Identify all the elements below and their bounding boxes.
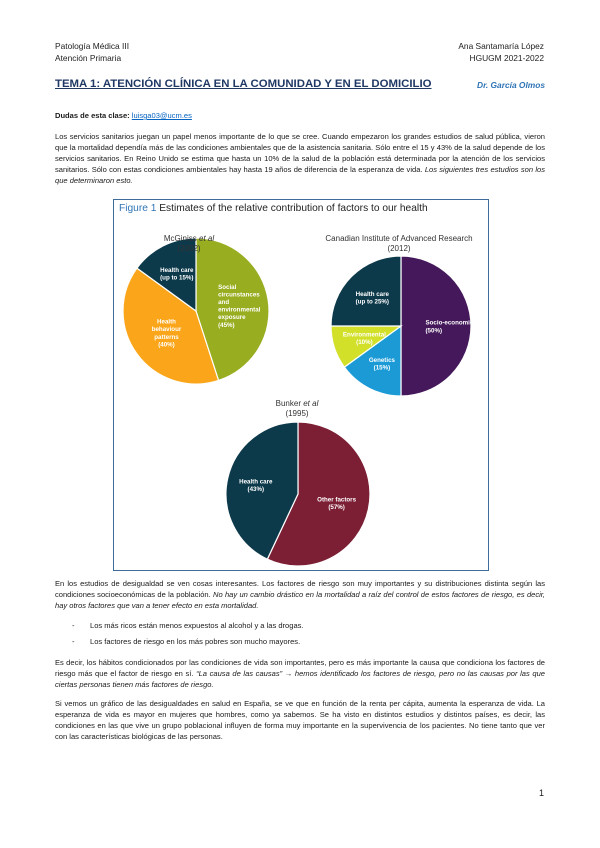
course-name: Patología Médica III bbox=[55, 41, 130, 51]
header-right bbox=[458, 40, 544, 64]
doubts-line bbox=[55, 110, 545, 121]
paragraph-1 bbox=[55, 131, 545, 186]
bullet-text: Los factores de riesgo en los más pobres son mucho mayores. bbox=[90, 637, 301, 646]
pie-title: Bunker et al bbox=[275, 399, 319, 408]
pie-slice-label: Health care (up to 15%) bbox=[160, 267, 194, 282]
paragraph-3 bbox=[55, 657, 545, 690]
figure-caption: Estimates of the relative contribution of factors to our health bbox=[159, 203, 428, 214]
title-row bbox=[55, 78, 545, 96]
contact-email-link[interactable]: luisga03@ucm.es bbox=[131, 111, 192, 120]
paragraph-2 bbox=[55, 578, 545, 611]
paragraph-4 bbox=[55, 698, 545, 742]
paragraph-2-italic: No hay un cambio drástico en la mortalidad a raíz del control de estos factores de riesgo, es decir, hay otros factores que van a tener efecto en esta mortalidad. bbox=[55, 590, 545, 611]
pie-slice-label: Health care (43%) bbox=[239, 478, 273, 493]
bullet-dash: - bbox=[72, 621, 75, 630]
pie-charts-svg bbox=[114, 200, 488, 570]
pie-slice-label: Health care (up to 25%) bbox=[355, 291, 389, 306]
pie-slice-label: Genetics (15%) bbox=[368, 357, 395, 372]
pie-year: (2012) bbox=[387, 244, 411, 253]
figure-label: Figure 1 bbox=[119, 203, 157, 214]
page-number: 1 bbox=[538, 788, 544, 798]
pie-title: McGiniss et al bbox=[163, 234, 215, 243]
paragraph-4-text: Si vemos un gráfico de las desigualdades en salud en España, se ve que en función de la renta per cápita, aumenta la esperanza de vida. La esperanza de vida es mayor en mujeres que hombres, como ya sabemos. Se ha visto en distintos estudios y distintos países, es decir, las condiciones en las que vive un grupo poblacional influyen de forma muy importante en la supervivencia de los pacientes. No tiene tanto que ver con las características biológicas de las personas. bbox=[55, 699, 545, 742]
pie-slice-label: Socio-economic (50%) bbox=[425, 319, 474, 335]
header-left bbox=[55, 40, 129, 64]
pie-year: (1995) bbox=[285, 409, 309, 418]
bullet-dash: - bbox=[72, 637, 75, 646]
doubts-label: Dudas de esta clase: bbox=[55, 111, 130, 120]
paragraph-3-italic: “La causa de las causas” → hemos identificado los factores de riesgo, pero no las causas por las que ciertas personas tienen más factores de riesgo. bbox=[55, 669, 545, 690]
figure-1 bbox=[113, 199, 489, 571]
pie-slice-label: Social circunstances and environmental exposure (45%) bbox=[218, 283, 261, 329]
page-title: TEMA 1: ATENCIÓN CLÍNICA EN LA COMUNIDAD Y EN EL DOMICILIO bbox=[55, 78, 432, 90]
student-name: Ana Santamaría López bbox=[458, 41, 544, 51]
bullet-item-1 bbox=[72, 620, 304, 631]
paragraph-3-text: Es decir, los hábitos condicionados por las condiciones de vida son importantes, pero es más importante la causa que condiciona los factores de riesgo más que el factor de riesgo en sí. bbox=[55, 658, 545, 679]
paragraph-1-text: Los servicios sanitarios juegan un papel menos importante de lo que se cree. Cuando empezaron los grandes estudios de salud pública, vieron que la mortalidad dependía más de las condiciones ambientales que de la asistencia sanitaria. Sólo entre el 15 y 43% de la salud depende de los servicios sanitarios. En Reino Unido se estima que hasta un 10% de la salud de la población está determinada por la atención de los servicios sanitarios. Sólo con estas condiciones ambientales hay hasta 19 años de diferencia de la esperanza de vida. bbox=[55, 132, 545, 175]
pie-slice-label: Health behaviour patterns (40%) bbox=[151, 318, 182, 349]
bullet-item-2 bbox=[72, 636, 300, 647]
pie-title: Canadian Institute of Advanced Research bbox=[325, 234, 473, 243]
pie-slice-label: Other factors (57%) bbox=[317, 496, 357, 511]
bullet-text: Los más ricos están menos expuestos al alcohol y a las drogas. bbox=[90, 621, 304, 630]
subject-name: Atención Primaria bbox=[55, 53, 122, 63]
pie-year: (2002) bbox=[177, 244, 201, 253]
paragraph-2-text: En los estudios de desigualdad se ven cosas interesantes. Los factores de riesgo son muy importantes y su distribuciones distinta según las condiciones socioeconómicas de la población. bbox=[55, 579, 545, 600]
paragraph-1-italic: Los siguientes tres estudios son los que determinaron esto. bbox=[55, 165, 545, 186]
lecturer-name: Dr. García Olmos bbox=[477, 80, 545, 90]
pie-slice-label: Environmental (10%) bbox=[342, 331, 386, 347]
group-name: HGUGM 2021-2022 bbox=[469, 53, 544, 63]
